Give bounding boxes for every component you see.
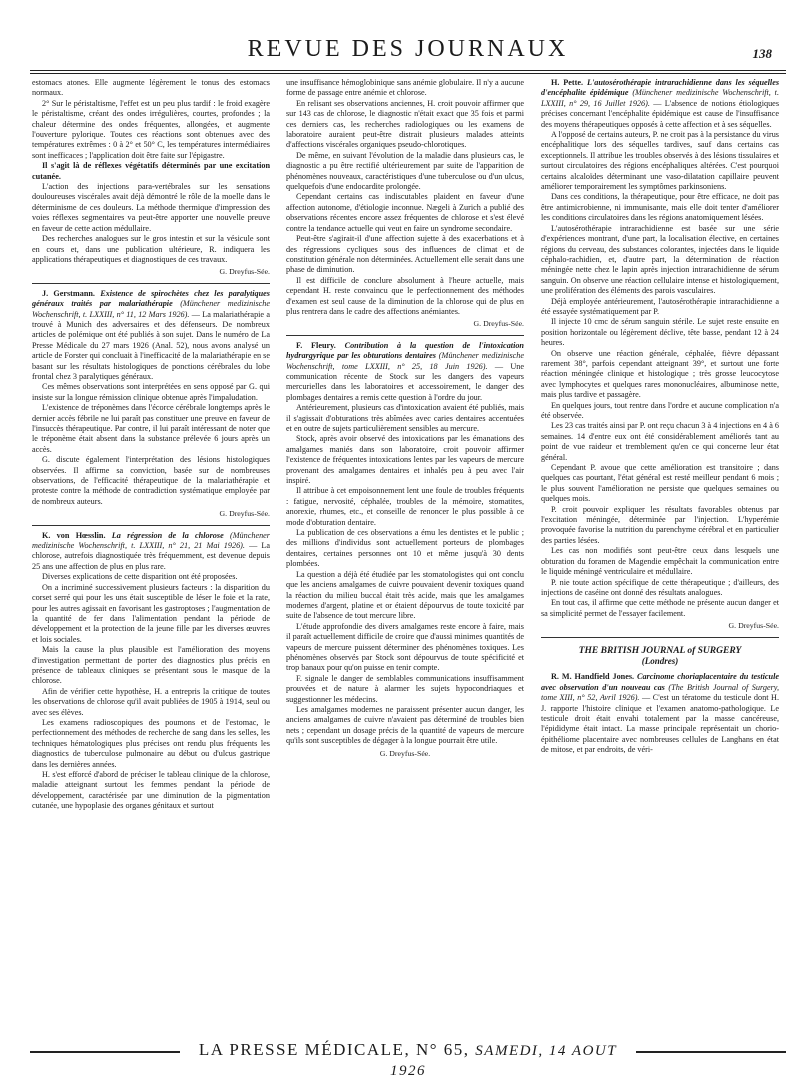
paragraph: une insuffisance hémoglobinique sans anémie globulaire. Il n'y a aucune forme de passage entre anémie et chlorose. — [286, 78, 524, 98]
paragraph: L'existence de tréponèmes dans l'écorce cérébrale longtemps après le dernier accès fébrile ne lui paraît pas constituer une preuve en faveur de l'insuccès thérapeutique. Par contre, il lui paraît intéressant de noter que le tréponème était absent dans la substance prélevée 6 jours après un accès. — [32, 403, 270, 454]
page-header — [30, 30, 786, 66]
paragraph: Ces mêmes observations sont interprétées en sens opposé par G. qui insiste sur la longue rémission clinique obtenue après l'impaludation. — [32, 382, 270, 402]
signature: G. Dreyfus-Sée. — [219, 509, 270, 519]
paragraph: — La malariathérapie a trouvé à Munich des adversaires et des défenseurs. De nombreux articles de polémique ont été publiés à son sujet. Dans le numéro de La Presse Médicale du 27 mars 1926 (Anal. 52), nous avons analysé un article de Forster qui concluait à l'inefficacité de la malariathérapie en se basant sur les résultats histologiques de ponctions cérébrales du lobe frontal chez 3 paralytiques généraux. — [32, 309, 270, 381]
signature: G. Dreyfus-Sée. — [728, 621, 779, 631]
column-3 — [541, 78, 779, 1030]
paragraph: La question a déjà été étudiée par les stomatologistes qui ont conclu que les anciens amalgames de cuivre pouvaient devenir toxiques quand la réaction du milieu buccal était très acide, mais que les amalgames modernes d'argent, platine et or étaient dépourvus de toute toxicité par suite de l'absence de tout mercure libre. — [286, 569, 524, 621]
footer-date: SAMEDI, 14 AOUT 1926 — [390, 1043, 618, 1079]
footer-rule-right — [636, 1051, 786, 1053]
journal-source-city: (Londres) — [641, 655, 679, 666]
article-divider — [541, 637, 779, 638]
paragraph: Il est difficile de conclure absolument à l'heure actuelle, mais cependant H. reste convaincu que le perfectionnement des méthodes d'examen est seul cause de la diminution de la chlorose qui de plus en plus rentrera dans le cadre des affections anémiantes. — [286, 275, 524, 316]
article-author: R. M. Handfield Jones. — [551, 672, 635, 682]
paragraph: Il attribue à cet empoisonnement lent une foule de troubles fréquents : fatigue, nervosité, céphalée, troubles de la mémoire, stomatites, anorexie, rhumes, etc., et conseille de renoncer le plus possible à ce mode d'obturation dentaire. — [286, 486, 524, 527]
article-heading — [541, 672, 779, 755]
paragraph: De même, en suivant l'évolution de la maladie dans plusieurs cas, le diagnostic a pu être rectifié ultérieurement par suite de l'apparition de phénomènes nouveaux, caractéristiques d'une tuberculose ou d'un ulcus, quelquefois d'une endocardite prolongée. — [286, 150, 524, 192]
paragraph: L'action des injections para-vertébrales sur les sensations douloureuses viscérales avait déjà démontré le rôle de la moelle dans le déterminisme de ces douleurs. La méthode thermique d'impression des voies réflexes segmentaires va peut-être apporter une nouvelle preuve en faveur de cette action médullaire. — [32, 182, 270, 233]
header-rule — [30, 70, 786, 74]
article-title: Existence de spirochètes chez les paralytiques généraux traités par malariathérapie — [32, 288, 270, 309]
paragraph: Diverses explications de cette disparition ont été proposées. — [42, 572, 238, 582]
page-number: 138 — [752, 46, 772, 61]
paragraph: Cependant P. avoue que cette amélioration est transitoire ; dans quelques cas pourtant, l'état général est resté meilleur pendant 6 mois ; le plus souvent l'amélioration ne persiste que quelques semaines ou quelques mois. — [541, 463, 779, 504]
paragraph: Peut-être s'agirait-il d'une affection sujette à des exacerbations et à des régressions cycliques sous des influences de climat et de constitution générale non déterminées. Actuellement elle serait dans une phase de diminution. — [286, 234, 524, 275]
signature: G. Dreyfus-Sée. — [379, 748, 431, 758]
article-divider — [286, 335, 524, 336]
paragraph: 2° Sur le péristaltisme, l'effet est un peu plus tardif : le froid exagère le péristaltisme, créant des ondes irrégulières, courtes, profondes ; la chaleur détermine des ondes fréquentes, allongées, et augmente l'ouverture pylorique. Toutes ces réactions sont obtenues avec des températures extrêmes : 0 à 2° et 50° C, les températures intermédiaires sont inefficaces ; l'application doit être faite sur l'épigastre. — [32, 98, 270, 160]
article-source: (Münchener medizinische Wochenschrift, tome LXXIII, n° 25, 18 Juin 1926). — [286, 351, 524, 371]
paragraph: On observe une réaction générale, céphalée, fièvre dépassant rarement 38°, parfois cependant atteignant 39°, et surtout une forte réaction méningée clinique et histologique ; très grosse leucocytose avec lymphocytes et quelques rares mononucléaires, albuminose nette, mais plus tardive et passagère. — [541, 348, 779, 400]
article-author: F. Fleury. — [296, 340, 336, 350]
paragraph: H. s'est efforcé d'abord de préciser le tableau clinique de la chlorose, maladie atteignant surtout les femmes pendant la période de développement, caractérisée par une diminution de la pigmentation cutanée, une hypoplasie des organes génitaux et surtout — [32, 770, 270, 811]
paragraph: A l'opposé de certains auteurs, P. ne croit pas à la persistance du virus encéphalitique lors des séquelles tardives, sauf dans certains cas exceptionnels. Il attribue les troubles observés à des lésions tissulaires et surtout circulatoires des régions encéphaliques altérées. C'est pourquoi certains alcaloïdes déterminant une vaso-dilatation capillaire peuvent améliorer temporairement les symptômes parkinsoniens. — [541, 130, 779, 192]
paragraph: L'autosérothérapie intrarachidienne est basée sur une série d'expériences montrant, d'une part, la localisation élective, en certaines régions du cerveau, des substances colorantes, injectées dans le liquide céphalo-rachidien, et, d'autre part, la détermination de réaction méningée nette chez le lapin après injection intrarachidienne de sérum sanguin. On observe une réaction cellulaire intense et histologiquement, une prolifération des éléments des parois vasculaires. — [541, 223, 779, 296]
page-footer — [30, 1040, 786, 1079]
signature: G. Dreyfus-Sée. — [219, 267, 270, 277]
paragraph: P. croit pouvoir expliquer les résultats favorables obtenus par l'excitation méningée, déterminée par l'injection. L'hyperémie provoquée favorise la nutrition du parenchyme cérébral et en particulier des parties lésées. — [541, 504, 779, 545]
paragraph: Il injecte 10 cmc de sérum sanguin stérile. Le sujet reste ensuite en position horizontale ou légèrement déclive, tête basse, pendant 12 à 24 heures. — [541, 317, 779, 348]
article-heading — [32, 531, 270, 573]
paragraph: Déjà employée antérieurement, l'autosérothérapie intrarachidienne a été essayée systématiquement par P. — [541, 296, 779, 316]
article-author: K. von Hœsslin. — [42, 530, 106, 540]
paragraph: Dans ces conditions, la thérapeutique, pour être efficace, ne doit pas être antimicrobienne, ni immunisante, mais elle doit tenter d'améliorer les conditions circulatoires dans les régions anatomiquement lésées. — [541, 192, 779, 223]
article-heading — [286, 341, 524, 403]
paragraph: G. discute également l'interprétation des lésions histologiques observées. Il affirme sa conviction, basée sur de nombreuses observations, de l'efficacité thérapeutique de la malariathérapie et proteste contre la méthode de contradiction systématique employée par de nombreux auteurs. — [32, 455, 270, 506]
paragraph: On a incriminé successivement plusieurs facteurs : la disparition du corset serré qui pour les uns était susceptible de léser le foie et la rate, pour les autres agissait en favorisant les gastroptoses ; l'augmentation de la quantité de fer dans l'alimentation pendant la période de développement et la protection de la jeune fille par les diverses œuvres et lois sociales. — [32, 582, 270, 644]
paragraph: F. signale le danger de semblables communications insuffisamment prouvées et de nature à alarmer les sujets hypocondriaques et suggestionner les médecins. — [286, 673, 524, 704]
footer-number: N° 65, — [415, 1040, 470, 1059]
journal-section-title: REVUE DES JOURNAUX — [247, 36, 569, 62]
article-heading — [541, 78, 779, 130]
article-title: La régression de la chlorose — [111, 530, 224, 540]
paragraph: L'étude approfondie des divers amalgames reste encore à faire, mais il paraît actuellement difficile de croire que d'aussi minimes quantités de vapeurs de mercure puissent déterminer des phénomènes toxiques. Les phénomènes observés par Stock sont dépourvus de toute spécificité et trop banaux pour qu'on puisse en tenir compte. — [286, 621, 524, 673]
paragraph: — Une communication récente de Stock sur les dangers des vapeurs mercurielles dans les laboratoires et accessoirement, le danger des plombages dentaires a remis cette question à l'ordre du jour. — [286, 361, 524, 402]
paragraph: En tout cas, il affirme que cette méthode ne présente aucun danger et sa simplicité permet de l'essayer facilement. — [541, 598, 779, 618]
article-source: (The British Journal of Surgery, tome XIII, n° 52, Avril 1926). — [541, 682, 779, 703]
paragraph: Cependant certains cas indiscutables plaident en faveur d'une affection autonome, d'étiologie inconnue. Nægeli à Zurich a publié des observations récentes encore assez fréquentes de chlorose et s'est élevé contre la tendance actuelle qui veut en faire un syndrome secondaire. — [286, 192, 524, 233]
paragraph: Stock, après avoir observé des intoxications par les émanations des amalgames maniés dans son laboratoire, croit pouvoir affirmer l'existence de fréquentes intoxications lentes par les vapeurs de mercure provenant des amalgames dentaires et inhalés peu à peu avec l'air inspiré. — [286, 434, 524, 486]
article-title: Contribution à la question de l'intoxication hydrargyrique par les obturations dentaires — [286, 340, 524, 361]
article-heading — [32, 289, 270, 383]
article-author: H. Pette. — [551, 78, 584, 87]
article-title: L'autosérothérapie intrarachidienne dans les séquelles d'encéphalite épidémique — [541, 78, 779, 98]
column-1 — [32, 78, 270, 1030]
paragraph: estomacs atones. Elle augmente légèrement le tonus des estomacs normaux. — [32, 78, 270, 98]
paragraph: En relisant ses observations anciennes, H. croit pouvoir affirmer que sur 143 cas de chlorose, le diagnostic n'était exact que 35 fois et parmi ces derniers cas, les recherches radiologiques ou les examens de laboratoire auraient peut-être distrait plusieurs malades atteints d'affections viscérales organiques pseudo-chlorotiques. — [286, 98, 524, 150]
article-author: J. Gerstmann. — [42, 288, 95, 298]
footer-rule-left — [30, 1051, 180, 1053]
paragraph: Il s'agit là de réflexes végétatifs déterminés par une excitation cutanée. — [32, 161, 270, 181]
signature: G. Dreyfus-Sée. — [473, 319, 524, 329]
article-title: Carcinome choriaplacentaire du testicule avec observation d'un nouveau cas — [541, 672, 779, 692]
journal-source-title: THE BRITISH JOURNAL of SURGERY — [578, 645, 742, 656]
paragraph: Des recherches analogues sur le gros intestin et sur la vésicule sont en cours et, dans une publication ultérieure, R. indiquera les applications thérapeutiques et diagnostiques de ces travaux. — [32, 234, 270, 264]
paragraph: Les amalgames modernes ne paraissent présenter aucun danger, les anciens amalgames de cuivre n'avaient pas déterminé de troubles bien nets ; cependant un dosage précis de la quantité de vapeurs de mercure qu'ils sont susceptibles de dégager à la longue pourrait être utile. — [286, 704, 524, 746]
article-divider — [32, 525, 270, 526]
paragraph: Afin de vérifier cette hypothèse, H. a entrepris la critique de toutes les observations de chlorose qu'il avait publiées de 1905 à 1914, seul ou avec ses élèves. — [32, 686, 270, 717]
column-2 — [286, 78, 524, 1030]
paragraph: Les examens radioscopiques des poumons et de l'estomac, le perfectionnement des méthodes de recherche de sang dans les selles, les techniques hématologiques plus précises ont rendu plus fréquents les diagnostics de tuberculose pulmonaire au début ou d'ulcus gastrique dans les dernières années. — [32, 717, 270, 769]
paragraph: — L'absence de notions étiologiques précises concernant l'encéphalite épidémique est cause de l'insuffisance des moyens thérapeutiques opposés à cette affection et à ses séquelles. — [541, 98, 779, 129]
article-source: (Münchener medizinische Wochenschrift, t. LXXIII, n° 11, 12 Mars 1926). — [32, 299, 270, 319]
footer-journal: LA PRESSE MÉDICALE, — [198, 1040, 411, 1059]
article-divider — [32, 283, 270, 284]
footer-text — [190, 1040, 626, 1080]
paragraph: Antérieurement, plusieurs cas d'intoxication avaient été publiés, mais il s'agissait d'obturations très abîmées avec caries dentaires accentuées et en outre de sujets particulièrement sensibles au mercure. — [286, 403, 524, 433]
paragraph: — C'est un tératome du testicule dont H. J. rapporte l'histoire clinique et l'examen anatomo-pathologique. Le testicule droit était envahi totalement par la masse cancéreuse, l'épididyme était intact. La masse principale représentait un chorio-épithéliome placentaire avec nombreuses cellules de Langhans en état de mitose, et par endroits, de véri- — [541, 693, 779, 755]
paragraph: Les 23 cas traités ainsi par P. ont reçu chacun 3 à 4 injections en 4 à 6 semaines. 14 d'entre eux ont été considérablement améliorés tant au point de vue raideur et tremblement qu'en ce qui concerne leur état général. — [541, 421, 779, 462]
paragraph: En quelques jours, tout rentre dans l'ordre et aucune complication n'a été observée. — [541, 400, 779, 420]
paragraph: — La chlorose, autrefois diagnostiquée très fréquemment, est devenue depuis 25 ans une affection de plus en plus rare. — [32, 541, 270, 571]
paragraph: La publication de ces observations a ému les dentistes et le public ; des millions d'individus sont actuellement porteurs de plombages dentaires, certaines personnes ont 10 et même jusqu'à 30 dents plombées. — [286, 528, 524, 569]
paragraph: Les cas non modifiés sont peut-être ceux dans lesquels une obturation du foramen de Magendie empêchait la communication entre le liquide méningé ventriculaire et médullaire. — [541, 546, 779, 577]
paragraph: P. nie toute action spécifique de cette thérapeutique ; d'ailleurs, des injections de caséine ont donné des résultats analogues. — [541, 577, 779, 597]
article-source: (Münchener medizinische Wochenschrift, t. LXXIII, n° 29, 16 Juillet 1926). — [541, 88, 779, 108]
paragraph: Mais la cause la plus plausible est l'amélioration des moyens d'investigation permettant de porter des diagnostics plus précis en présence de tableaux cliniques se présentant sous le masque de la chlorose. — [32, 645, 270, 686]
article-source: (Münchener medizinische Wochenschrift, t. LXXIII, n° 21, 21 Mai 1926). — [32, 530, 270, 551]
